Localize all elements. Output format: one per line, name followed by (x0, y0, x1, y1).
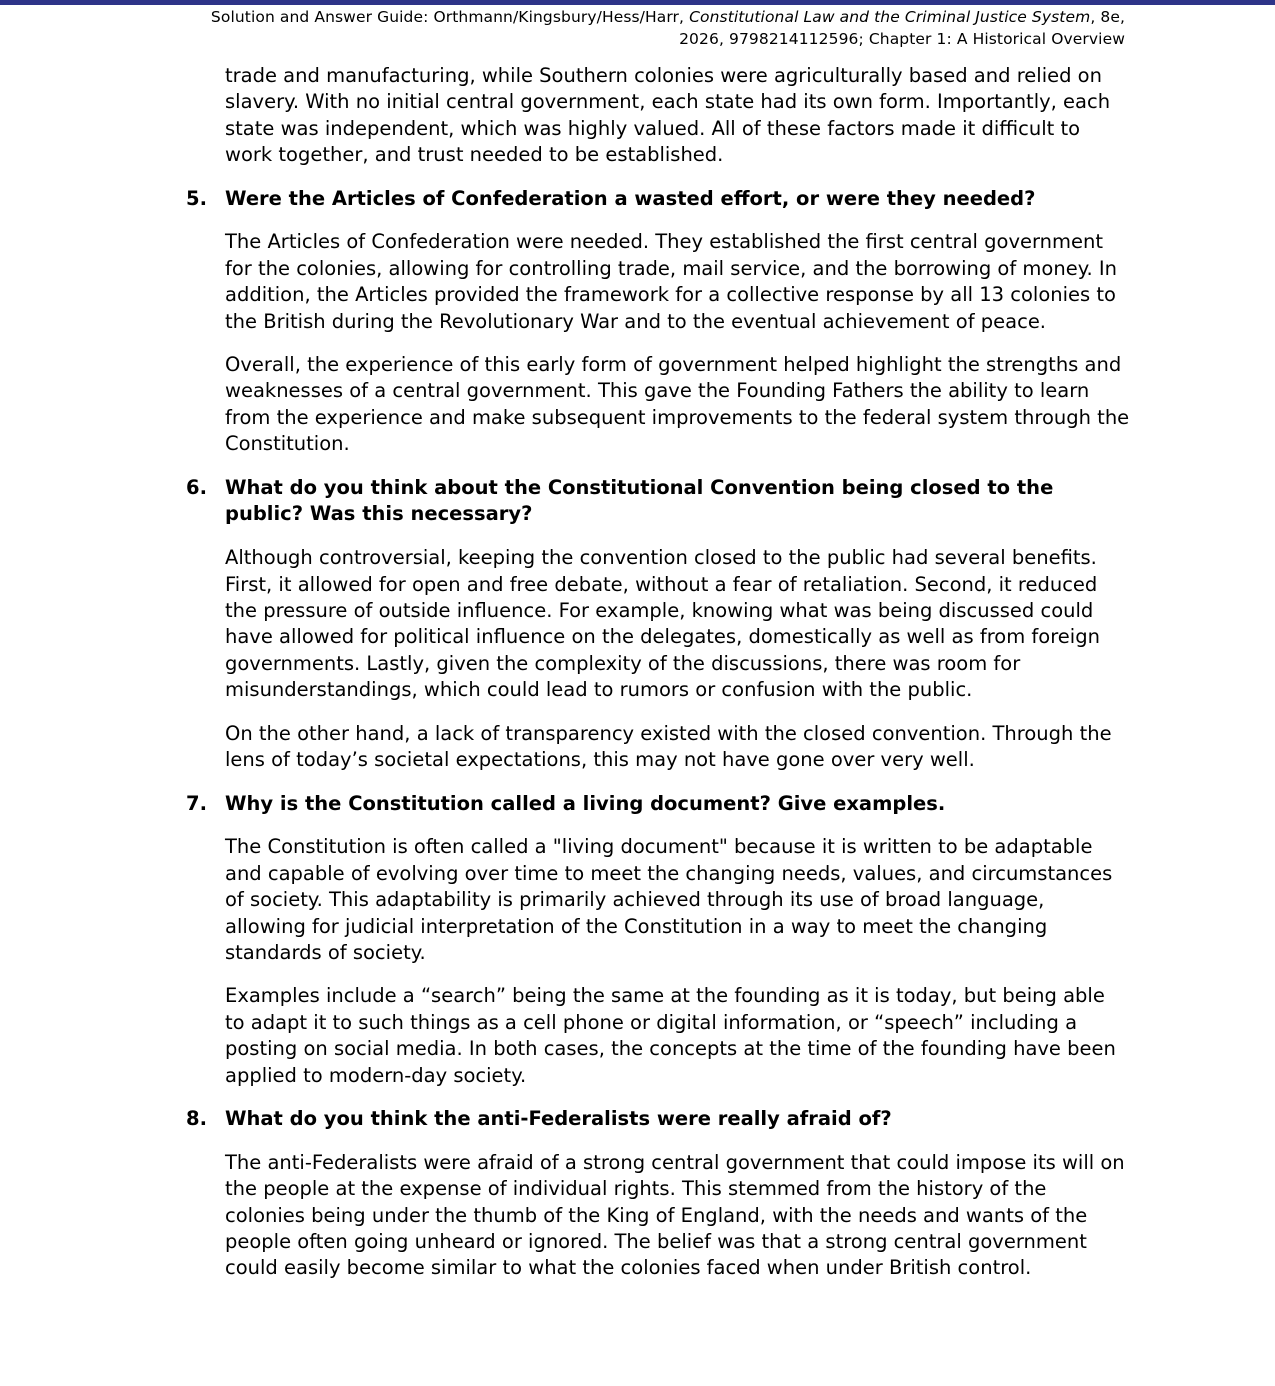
question-number: 5. (186, 186, 207, 210)
continuation-paragraph: trade and manufacturing, while Southern colonies were agriculturally based and relied on slavery. With no initial central government, each state had its own form. Importantly, each state was independent, which was highly valued. All of these factors made it difficult to work together, and trust needed to be established. (225, 64, 1111, 167)
answer-paragraph: The Articles of Confederation were needed. They established the first central government for the colonies, allowing for controlling trade, mail service, and the borrowing of money. In addition, the Articles provided the framework for a collective response by all 13 colonies to the British during the Revolutionary War and to the eventual achievement of peace. (225, 230, 1117, 333)
top-accent-bar (0, 0, 1275, 5)
answer-paragraph: Although controversial, keeping the convention closed to the public had several benefits. First, it allowed for open and free debate, without a fear of retaliation. Second, it reduced the pressure of outside influence. For example, knowing what was being discussed could have allowed for political influence on the delegates, domestically as well as from foreign governments. Lastly, given the complexity of the discussions, there was room for misunderstandings, which could lead to rumors or confusion with the public. (225, 546, 1100, 702)
question-8 (186, 1106, 1136, 1133)
document-body (186, 63, 1136, 1299)
question-text: Why is the Constitution called a living document? Give examples. (225, 791, 946, 815)
question-number: 8. (186, 1106, 207, 1130)
answer-paragraph: On the other hand, a lack of transparency existed with the closed convention. Through the lens of today’s societal expectations, this may not have gone over very well. (225, 721, 1112, 772)
question-text: What do you think the anti-Federalists were really afraid of? (225, 1106, 892, 1130)
running-header-line-1 (150, 6, 1125, 28)
header-edition: , 8e, (1090, 8, 1125, 26)
answer-paragraph: Examples include a “search” being the same at the founding as it is today, but being able to adapt it to such things as a cell phone or digital information, or “speech” including a posting on social media. In both cases, the concepts at the time of the founding have been applied to modern-day society. (225, 984, 1116, 1087)
question-number: 6. (186, 475, 207, 499)
question-6 (186, 475, 1136, 529)
question-7 (186, 791, 1136, 818)
book-title: Constitutional Law and the Criminal Justice System (689, 8, 1091, 26)
answer-paragraph: Overall, the experience of this early form of government helped highlight the strengths and weaknesses of a central government. This gave the Founding Fathers the ability to learn from the experience and make subsequent improvements to the federal system through the Constitution. (225, 353, 1130, 456)
header-prefix: Solution and Answer Guide: Orthmann/Kingsbury/Hess/Harr, (210, 8, 690, 26)
question-5 (186, 186, 1136, 213)
question-text: Were the Articles of Confederation a wasted effort, or were they needed? (225, 186, 1036, 210)
question-number: 7. (186, 791, 207, 815)
running-header (150, 6, 1125, 50)
question-text: What do you think about the Constitutional Convention being closed to the public? Was this necessary? (225, 475, 1054, 526)
running-header-line-2: 2026, 9798214112596; Chapter 1: A Historical Overview (679, 30, 1125, 48)
answer-paragraph: The Constitution is often called a "living document" because it is written to be adaptable and capable of evolving over time to meet the changing needs, values, and circumstances of society. This adaptability is primarily achieved through its use of broad language, allowing for judicial interpretation of the Constitution in a way to meet the changing standards of society. (225, 835, 1113, 964)
answer-paragraph: The anti-Federalists were afraid of a strong central government that could impose its will on the people at the expense of individual rights. This stemmed from the history of the colonies being under the thumb of the King of England, with the needs and wants of the people often going unheard or ignored. The belief was that a strong central government could easily become similar to what the colonies faced when under British control. (225, 1150, 1125, 1280)
